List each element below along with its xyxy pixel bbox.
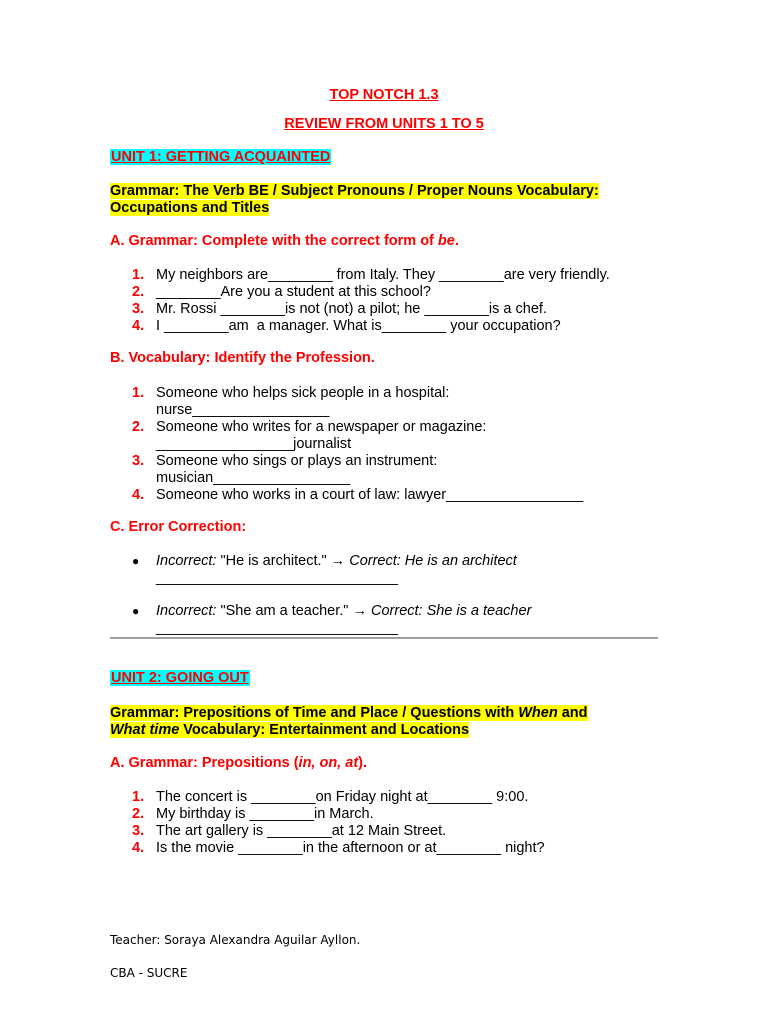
item-text: I ________am a manager. What is________ your occupation? [156, 318, 561, 334]
unit2-section-a-heading-suffix: ). [358, 755, 368, 771]
list-item [130, 267, 670, 284]
unit1-section-b-list [130, 385, 670, 504]
item-text: Is the movie ________in the afternoon or at________ night? [156, 840, 545, 856]
list-item [130, 385, 670, 419]
item-text: ________Are you a student at this school? [156, 284, 431, 300]
unit2-grammar-topics [110, 705, 650, 739]
item-text: My neighbors are________ from Italy. They ________are very friendly. [156, 267, 610, 283]
item-number: 2. [132, 284, 145, 300]
document-title: TOP NOTCH 1.3 [329, 87, 439, 103]
unit1-grammar-topics [110, 183, 650, 217]
unit1-grammar-line1: Grammar: The Verb BE / Subject Pronouns / Proper Nouns Vocabulary: [110, 183, 599, 199]
list-item [130, 318, 670, 335]
list-item [130, 823, 670, 840]
answer-blank: ______________________________ [156, 620, 398, 636]
item-text: Someone who sings or plays an instrument: [156, 453, 438, 469]
unit1-section-a-heading-italic: be [437, 233, 455, 249]
item-number: 1. [132, 267, 145, 283]
list-item [130, 419, 670, 453]
item-number: 2. [132, 419, 145, 435]
item-text: My birthday is ________in March. [156, 806, 374, 822]
unit1-grammar-line2: Occupations and Titles [110, 200, 270, 216]
unit2-grammar-text-a: Grammar: Prepositions of Time and Place / Questions with [110, 705, 519, 721]
item-answer: nurse_________________ [156, 402, 330, 418]
unit2-section-a-heading-prefix: A. Grammar: Prepositions ( [110, 755, 299, 771]
unit2-section-a-heading [110, 755, 367, 772]
list-item [130, 487, 670, 504]
item-text: Mr. Rossi ________is not (not) a pilot; he ________is a chef. [156, 301, 547, 317]
item-number: 4. [132, 840, 145, 856]
unit1-heading-text: UNIT 1: GETTING ACQUAINTED [111, 149, 331, 165]
section-divider [110, 637, 658, 639]
unit2-grammar-when: When [518, 705, 558, 721]
unit1-section-a-list [130, 267, 670, 335]
item-number: 3. [132, 823, 145, 839]
unit2-heading-text: UNIT 2: GOING OUT [111, 670, 249, 686]
item-number: 1. [132, 385, 145, 401]
list-item [130, 284, 670, 301]
unit2-grammar-rest: Vocabulary: Entertainment and Locations [179, 722, 470, 738]
incorrect-label: Incorrect: [156, 603, 217, 619]
item-number: 4. [132, 487, 145, 503]
bullet-icon: ● [132, 554, 140, 568]
unit1-section-c-heading: C. Error Correction: [110, 519, 247, 535]
list-item [130, 806, 670, 823]
list-item [130, 789, 670, 806]
item-text: The art gallery is ________at 12 Main Street. [156, 823, 447, 839]
item-number: 2. [132, 806, 145, 822]
item-number: 1. [132, 789, 145, 805]
unit2-section-a-heading-italic: in, on, at [298, 755, 359, 771]
school-name: CBA - SUCRE [110, 966, 188, 980]
list-item [130, 603, 650, 637]
unit2-section-a-list [130, 789, 670, 857]
answer-blank: ______________________________ [156, 570, 398, 586]
item-answer: _________________journalist [156, 436, 352, 452]
item-text: Someone who writes for a newspaper or magazine: [156, 419, 487, 435]
unit1-heading [110, 149, 331, 166]
item-text: Someone who helps sick people in a hospital: [156, 385, 450, 401]
correct-text: Correct: He is an architect [349, 553, 517, 569]
unit2-grammar-and: and [557, 705, 588, 721]
item-answer: musician_________________ [156, 470, 351, 486]
correct-text: Correct: She is a teacher [371, 603, 532, 619]
incorrect-text: "He is architect." → [216, 553, 350, 569]
list-item [130, 553, 650, 587]
bullet-icon: ● [132, 604, 140, 618]
teacher-name: Teacher: Soraya Alexandra Aguilar Ayllon. [110, 933, 361, 947]
document-subtitle: REVIEW FROM UNITS 1 TO 5 [284, 116, 484, 132]
incorrect-label: Incorrect: [156, 553, 217, 569]
list-item [130, 301, 670, 318]
item-text: The concert is ________on Friday night at________ 9:00. [156, 789, 529, 805]
list-item [130, 840, 670, 857]
unit2-grammar-whattime: What time [110, 722, 180, 738]
item-text: Someone who works in a court of law: lawyer_________________ [156, 487, 584, 503]
incorrect-text: "She am a teacher." → [216, 603, 372, 619]
unit1-section-b-heading: B. Vocabulary: Identify the Profession. [110, 350, 375, 366]
list-item [130, 453, 670, 487]
item-number: 3. [132, 301, 145, 317]
unit2-heading [110, 670, 250, 687]
unit1-section-a-heading [110, 233, 459, 250]
item-number: 3. [132, 453, 145, 469]
unit1-section-a-heading-suffix: . [454, 233, 459, 249]
unit1-section-a-heading-prefix: A. Grammar: Complete with the correct form of [110, 233, 438, 249]
item-number: 4. [132, 318, 145, 334]
